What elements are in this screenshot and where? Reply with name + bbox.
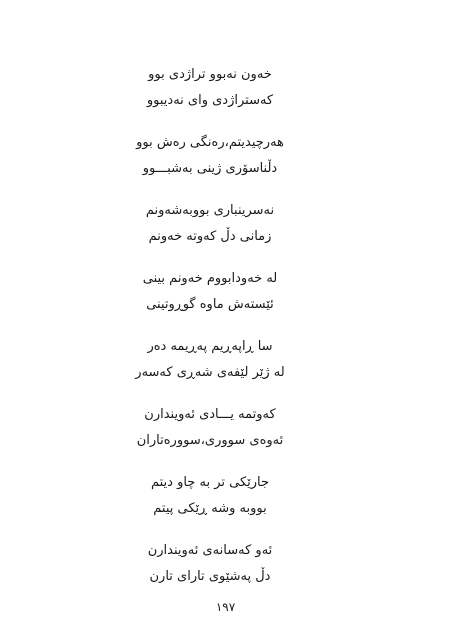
poem-line: ئەوەی سووری،سوورەتاران	[136, 433, 284, 448]
stanza-2	[100, 130, 320, 198]
poem-line: زمانی دڵ کەوتە خەونم	[148, 229, 272, 244]
page-number: ١٩٧	[215, 600, 236, 614]
poem-line: دڵناسۆری ژینی بەشبـــوو	[142, 161, 278, 176]
stanza-3	[100, 198, 320, 266]
poem-line: لە ژێر لێفەی شەڕی کەسەر	[135, 365, 285, 380]
stanza-8	[100, 538, 320, 606]
poem-line: نەسرینباری بووبەشەونم	[145, 203, 275, 218]
poem-line: خەون نەبوو تراژدی بوو	[148, 67, 272, 82]
poem	[100, 62, 320, 606]
stanza-7	[100, 470, 320, 538]
poem-line: سا ڕاپەڕیم پەڕیمە دەر	[147, 339, 273, 354]
poem-line: ئەو کەسانەی ئەویندارن	[147, 543, 273, 558]
poem-line: ئێستەش ماوە گوڕوتینی	[146, 297, 274, 312]
poem-line: کەوتمە یـــادی ئەویندارن	[144, 407, 276, 422]
poem-line: بووبە وشە ڕێکی پیتم	[153, 501, 267, 516]
stanza-4	[100, 266, 320, 334]
poem-line: کەستراژدی وای نەدیبوو	[146, 93, 274, 108]
poem-line: جارێکی تر بە چاو دیتم	[150, 475, 270, 490]
stanza-6	[100, 402, 320, 470]
stanza-1	[100, 62, 320, 130]
poem-line: لە خەودابووم خەونم بینی	[142, 271, 278, 286]
poem-line: هەرچیدیتم،رەنگی رەش بوو	[136, 135, 284, 150]
stanza-5	[100, 334, 320, 402]
poem-line: دڵ پەشێوی تارای تارن	[149, 569, 271, 584]
